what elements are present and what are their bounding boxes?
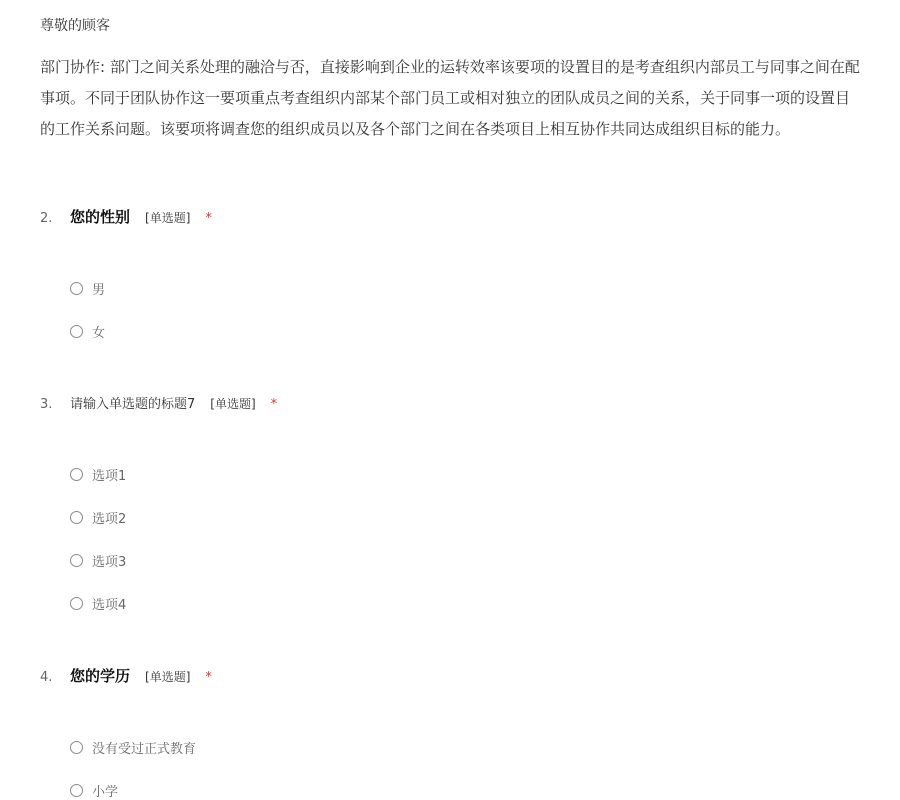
option-label: 选项2 bbox=[92, 511, 127, 527]
question-number: 2. bbox=[40, 211, 53, 226]
option-label: 男 bbox=[92, 282, 106, 298]
option-male[interactable] bbox=[70, 278, 105, 298]
option-1[interactable] bbox=[70, 464, 126, 484]
question-header bbox=[40, 393, 277, 417]
option-female[interactable] bbox=[70, 321, 105, 341]
intro-line: 的工作关系问题。该要项将调查您的组织成员以及各个部门之间在各类项目上相互协作共同达成组织目标的能力。 bbox=[40, 120, 791, 138]
option-4[interactable] bbox=[70, 593, 126, 613]
question-header bbox=[40, 665, 212, 689]
radio-button[interactable] bbox=[70, 282, 83, 295]
intro-paragraph bbox=[40, 52, 900, 145]
question-title: 请输入单选题的标题7 bbox=[70, 397, 196, 412]
option-label: 女 bbox=[92, 325, 106, 341]
intro-line: 部门协作: 部门之间关系处理的融洽与否，直接影响到企业的运转效率该要项的设置目的是考查组织内部员工与同事之间在配 bbox=[40, 58, 860, 76]
radio-button[interactable] bbox=[70, 468, 83, 481]
option-no-formal-education[interactable] bbox=[70, 737, 196, 757]
question-header bbox=[40, 206, 212, 230]
question-type-label: [单选题] bbox=[210, 397, 256, 411]
radio-button[interactable] bbox=[70, 554, 83, 567]
radio-button[interactable] bbox=[70, 784, 83, 797]
option-label: 选项1 bbox=[92, 468, 127, 484]
option-2[interactable] bbox=[70, 507, 126, 527]
radio-button[interactable] bbox=[70, 325, 83, 338]
required-marker: * bbox=[270, 397, 278, 412]
question-single-choice-7 bbox=[40, 393, 277, 417]
question-number: 3. bbox=[40, 397, 53, 412]
intro-line: 事项。不同于团队协作这一要项重点考查组织内部某个部门员工或相对独立的团队成员之间的关系，关于同事一项的设置目 bbox=[40, 89, 851, 107]
question-education bbox=[40, 665, 212, 689]
question-gender bbox=[40, 206, 212, 230]
question-type-label: [单选题] bbox=[145, 211, 191, 225]
question-title: 您的学历 bbox=[70, 667, 131, 685]
radio-button[interactable] bbox=[70, 597, 83, 610]
option-label: 选项4 bbox=[92, 597, 127, 613]
option-primary-school[interactable] bbox=[70, 780, 118, 800]
radio-button[interactable] bbox=[70, 511, 83, 524]
question-number: 4. bbox=[40, 670, 53, 685]
option-label: 没有受过正式教育 bbox=[92, 741, 197, 757]
radio-button[interactable] bbox=[70, 741, 83, 754]
greeting-text: 尊敬的顾客 bbox=[40, 18, 110, 34]
required-marker: * bbox=[205, 211, 212, 226]
option-3[interactable] bbox=[70, 550, 126, 570]
option-label: 小学 bbox=[92, 784, 119, 800]
required-marker: * bbox=[205, 670, 212, 685]
question-type-label: [单选题] bbox=[145, 670, 191, 684]
question-title: 您的性别 bbox=[70, 208, 131, 226]
option-label: 选项3 bbox=[92, 554, 127, 570]
